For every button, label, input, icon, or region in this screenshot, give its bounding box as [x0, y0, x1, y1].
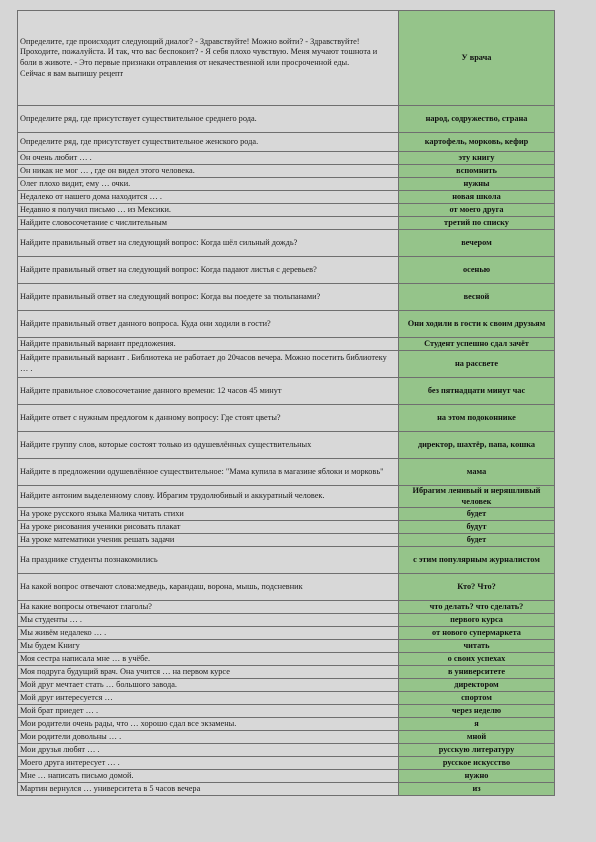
question-cell: Олег плохо видит, ему … очки. — [18, 178, 399, 191]
table-row — [18, 705, 555, 718]
question-cell: Мы студенты … . — [18, 614, 399, 627]
answer-cell: вспомнить — [399, 165, 555, 178]
table-row — [18, 744, 555, 757]
answer-cell: картофель, морковь, кефир — [399, 133, 555, 152]
question-cell: Найдите словосочетание с числительным — [18, 217, 399, 230]
answer-cell: от нового супермаркета — [399, 627, 555, 640]
question-cell: Найдите правильный вариант предложения. — [18, 338, 399, 351]
answer-cell: мной — [399, 731, 555, 744]
answer-cell: мама — [399, 459, 555, 486]
table-row — [18, 521, 555, 534]
answer-cell: будет — [399, 534, 555, 547]
table-row — [18, 459, 555, 486]
table-row — [18, 757, 555, 770]
table-row — [18, 106, 555, 133]
table-row — [18, 165, 555, 178]
answer-cell: нужны — [399, 178, 555, 191]
table-row — [18, 178, 555, 191]
question-cell: Мои родители довольны … . — [18, 731, 399, 744]
question-cell: На какие вопросы отвечают глаголы? — [18, 601, 399, 614]
question-cell: Найдите правильный ответ данного вопроса. Куда они ходили в гости? — [18, 311, 399, 338]
table-row — [18, 574, 555, 601]
answer-cell: Студент успешно сдал зачёт — [399, 338, 555, 351]
table-row — [18, 666, 555, 679]
answer-cell: русское искусство — [399, 757, 555, 770]
table-row — [18, 679, 555, 692]
question-cell: Моя сестра написала мне … в учёбе. — [18, 653, 399, 666]
answer-cell: У врача — [399, 11, 555, 106]
question-cell: На уроке математики ученик решать задачи — [18, 534, 399, 547]
answer-cell: вечером — [399, 230, 555, 257]
table-row — [18, 133, 555, 152]
answer-cell: новая школа — [399, 191, 555, 204]
question-cell: Моего друга интересует … . — [18, 757, 399, 770]
question-cell: Мой друг интересуется … — [18, 692, 399, 705]
table-row — [18, 486, 555, 508]
answer-cell: третий по списку — [399, 217, 555, 230]
table-row — [18, 338, 555, 351]
question-cell: Найдите правильный ответ на следующий вопрос: Когда падают листья с деревьев? — [18, 257, 399, 284]
table-row — [18, 257, 555, 284]
table-row — [18, 731, 555, 744]
table-row — [18, 614, 555, 627]
table-row — [18, 230, 555, 257]
table-row — [18, 718, 555, 731]
answer-cell: нужно — [399, 770, 555, 783]
question-cell: Он никак не мог … , где он видел этого человека. — [18, 165, 399, 178]
question-cell: Недавно я получил письмо … из Мексики. — [18, 204, 399, 217]
question-cell: Найдите правильный вариант . Библиотека не работает до 20часов вечера. Можно посетить библиотеку … . — [18, 351, 399, 378]
answer-cell: через неделю — [399, 705, 555, 718]
question-cell: Недалеко от нашего дома находится … . — [18, 191, 399, 204]
question-cell: Определите ряд, где присутствует существительное среднего рода. — [18, 106, 399, 133]
answer-cell: без пятнадцати минут час — [399, 378, 555, 405]
table-row — [18, 601, 555, 614]
question-cell: Найдите ответ с нужным предлогом к данному вопросу: Где стоят цветы? — [18, 405, 399, 432]
question-cell: На празднике студенты познакомились — [18, 547, 399, 574]
answer-cell: русскую литературу — [399, 744, 555, 757]
question-cell: Мой друг мечтает стать … большого завода. — [18, 679, 399, 692]
table-body — [18, 11, 555, 796]
question-cell: На уроке русского языка Малика читать стихи — [18, 508, 399, 521]
answer-cell: осенью — [399, 257, 555, 284]
question-cell: Мы живём недалеко … . — [18, 627, 399, 640]
answer-cell: будут — [399, 521, 555, 534]
answer-cell: читать — [399, 640, 555, 653]
answer-cell: что делать? что сделать? — [399, 601, 555, 614]
table-row — [18, 627, 555, 640]
question-cell: На уроке рисования ученики рисовать плакат — [18, 521, 399, 534]
table-row — [18, 432, 555, 459]
answer-cell: от моего друга — [399, 204, 555, 217]
question-cell: Мой брат приедет … . — [18, 705, 399, 718]
question-cell: Найдите правильное словосочетание данного времени: 12 часов 45 минут — [18, 378, 399, 405]
answer-cell: эту книгу — [399, 152, 555, 165]
answer-cell: Ибрагим ленивый и неряшливый человек — [399, 486, 555, 508]
answer-cell: на рассвете — [399, 351, 555, 378]
answer-cell: Они ходили в гости к своим друзьям — [399, 311, 555, 338]
table-row — [18, 547, 555, 574]
question-cell: Найдите правильный ответ на следующий вопрос: Когда вы поедете за тюльпанами? — [18, 284, 399, 311]
table-row — [18, 284, 555, 311]
answer-cell: из — [399, 783, 555, 796]
question-cell: Мартин вернулся … университета в 5 часов вечера — [18, 783, 399, 796]
answer-cell: Кто? Что? — [399, 574, 555, 601]
answer-cell: я — [399, 718, 555, 731]
table-row — [18, 11, 555, 106]
question-cell: Определите ряд, где присутствует существительное женского рода. — [18, 133, 399, 152]
answer-cell: будет — [399, 508, 555, 521]
table-row — [18, 508, 555, 521]
answer-cell: с этим популярным журналистом — [399, 547, 555, 574]
table-row — [18, 783, 555, 796]
question-cell: Мои друзья любят … . — [18, 744, 399, 757]
question-cell: Мои родители очень рады, что … хорошо сдал все экзамены. — [18, 718, 399, 731]
answer-cell: в университете — [399, 666, 555, 679]
question-cell: Найдите антоним выделенному слову. Ибрагим трудолюбивый и аккуратный человек. — [18, 486, 399, 508]
answer-cell: спортом — [399, 692, 555, 705]
table-row — [18, 653, 555, 666]
table-row — [18, 378, 555, 405]
table-row — [18, 770, 555, 783]
question-cell: Он очень любит … . — [18, 152, 399, 165]
question-cell: Моя подруга будущий врач. Она учится … на первом курсе — [18, 666, 399, 679]
table-row — [18, 534, 555, 547]
table-row — [18, 191, 555, 204]
answer-cell: на этом подоконнике — [399, 405, 555, 432]
answer-cell: первого курса — [399, 614, 555, 627]
question-cell: Найдите правильный ответ на следующий вопрос: Когда шёл сильный дождь? — [18, 230, 399, 257]
question-answer-table — [17, 10, 555, 796]
table-row — [18, 692, 555, 705]
question-cell: Найдите в предложении одушевлённое существительное: "Мама купила в магазине яблоки и морковь" — [18, 459, 399, 486]
question-cell: Найдите группу слов, которые состоят только из одушевлённых существительных — [18, 432, 399, 459]
table-row — [18, 152, 555, 165]
answer-cell: о своих успехах — [399, 653, 555, 666]
question-cell: На какой вопрос отвечают слова:медведь, карандаш, ворона, мышь, подсневник — [18, 574, 399, 601]
table-row — [18, 640, 555, 653]
table-row — [18, 204, 555, 217]
answer-cell: директором — [399, 679, 555, 692]
question-cell: Мне … написать письмо домой. — [18, 770, 399, 783]
table-row — [18, 217, 555, 230]
question-cell: Мы будем Книгу — [18, 640, 399, 653]
table-row — [18, 311, 555, 338]
answer-cell: директор, шахтёр, папа, кошка — [399, 432, 555, 459]
table-row — [18, 405, 555, 432]
question-cell: Определите, где происходит следующий диалог? - Здравствуйте! Можно войти? - Здравствуйте! Проходите, пожалуйста. И так, что вас беспокоит? - Я себя плохо чувствую. Меня мучают тошнота и боли в животе. - Это первые признаки отравления от некачественной или просроченной еды. Сейчас я вам выпишу рецепт — [18, 11, 399, 106]
answer-cell: весной — [399, 284, 555, 311]
table-row — [18, 351, 555, 378]
answer-cell: народ, содружество, страна — [399, 106, 555, 133]
